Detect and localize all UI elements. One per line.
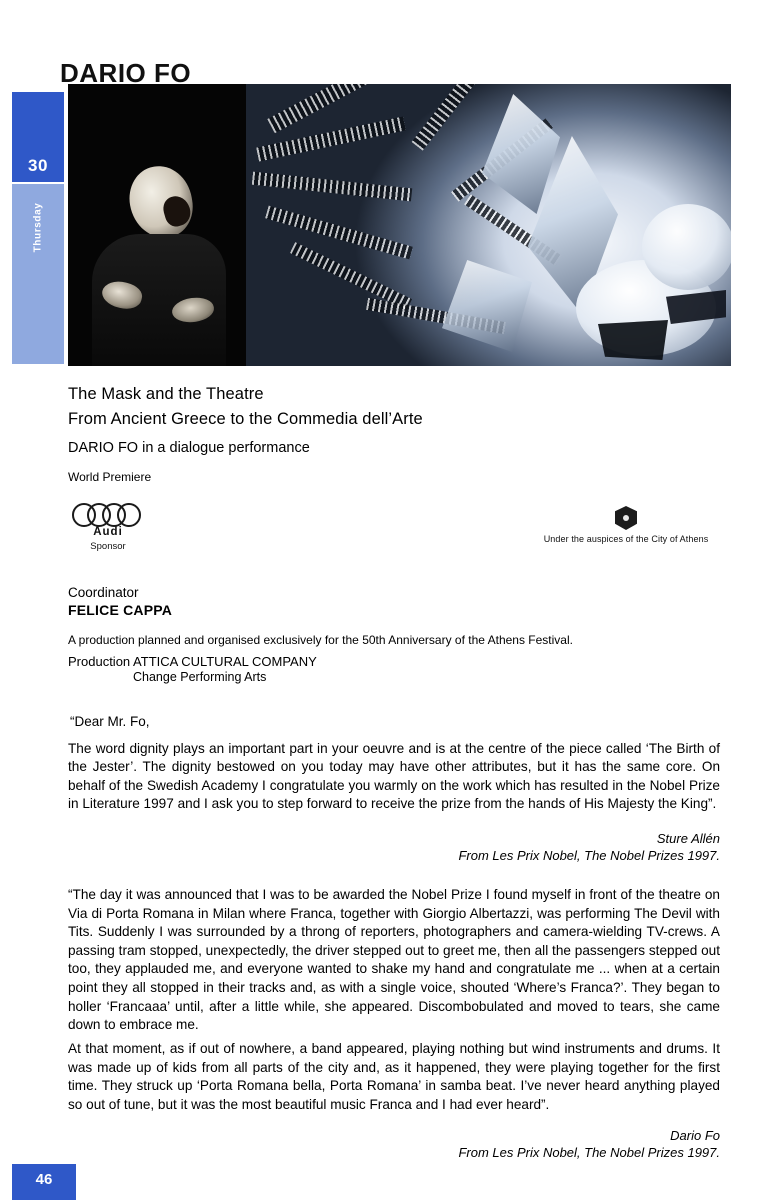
production-company: Production ATTICA CULTURAL COMPANY [68, 654, 317, 669]
quote-two-attribution [68, 1127, 720, 1161]
quote-one-attribution-source: From Les Prix Nobel, The Nobel Prizes 1997. [458, 848, 720, 863]
audi-rings-icon [72, 502, 144, 524]
quote-two-paragraph-two: At that moment, as if out of nowhere, a band appeared, playing nothing but wind instruments and drums. It was made up of kids from all parts of the city and, as it happened, they were playing together for the first time. They struck up ‘Porta Romana bella, Porta Romana’ in samba beat. I’ve never heard anything played so out of tune, but it was the most beautiful music Franca and I had ever heard”. [68, 1041, 720, 1112]
quote-one-attribution [68, 830, 720, 864]
auspices-caption: Under the auspices of the City of Athens [543, 534, 709, 544]
quote-two-attribution-name: Dario Fo [670, 1128, 720, 1143]
quote-one-body: The word dignity plays an important part in your oeuvre and is at the centre of the piece called ‘The Birth of the Jester’. The dignity bestowed on you today may have other attributes, but it has the same core. On behalf of the Swedish Academy I congratulate you warmly on the work which has resulted in the Nobel Prize in Literature 1997 and I ask you to step forward to receive the prize from the hands of His Majesty the King”. [68, 741, 720, 812]
event-premiere-note: World Premiere [68, 470, 152, 484]
date-rail [12, 92, 64, 364]
event-headline-line2: From Ancient Greece to the Commedia dell’Arte [68, 410, 423, 428]
auspices-block [520, 506, 732, 544]
production-company-secondary: Change Performing Arts [133, 670, 267, 684]
date-day-block [12, 92, 64, 182]
coordinator-name: FELICE CAPPA [68, 602, 173, 618]
date-day-number: 30 [28, 156, 48, 175]
quote-one-attribution-name: Sture Allén [656, 831, 720, 846]
page-footer [12, 1164, 76, 1200]
production-note: A production planned and organised exclusively for the 50th Anniversary of the Athens Festival. [68, 633, 573, 647]
quote-two-attribution-source: From Les Prix Nobel, The Nobel Prizes 1997. [458, 1145, 720, 1160]
date-weekday-label: Thursday [32, 202, 44, 253]
photo-abstract-mask [246, 84, 731, 366]
quote-one-opening: “Dear Mr. Fo, [70, 714, 150, 729]
sponsor-block [72, 502, 222, 552]
event-headline-line1: The Mask and the Theatre [68, 385, 264, 403]
page-number: 46 [35, 1171, 53, 1188]
coordinator-label: Coordinator [68, 585, 139, 600]
sponsor-caption: Sponsor [90, 541, 126, 552]
date-weekday-block [12, 184, 64, 364]
page-title: DARIO FO [60, 58, 192, 88]
event-subtitle: DARIO FO in a dialogue performance [68, 440, 310, 456]
city-seal-icon [615, 506, 637, 530]
photo-performer [68, 84, 246, 366]
header-photo [68, 84, 731, 366]
quote-two-paragraph-one: “The day it was announced that I was to be awarded the Nobel Prize I found myself in front of the theatre on Via di Porta Romana in Milan where Franca, together with Giorgio Albertazzi, was performing The Devil with Tits. Suddenly I was surrounded by a throng of reporters, photographers and camera-wielding TV-crews. A passing tram stopped, unexpectedly, the driver stepped out to greet me, then all the passengers stepped out too, they applauded me, and everyone wanted to shake my hand and congratulate me ... when at a certain point they all stopped in their tracks and, as with a single voice, shouted ‘Where’s Franca?’. They began to holler ‘Francaaa’ until, after a little while, she appeared. Discombobulated and moved to tears, she came down to embrace me. [68, 887, 720, 1033]
sponsor-wordmark: Audi [93, 526, 123, 538]
